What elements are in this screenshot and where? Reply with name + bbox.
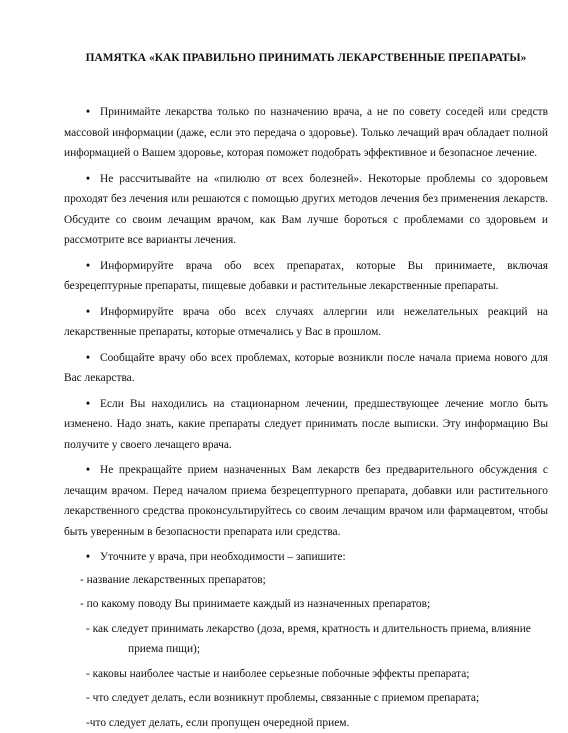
dash-item-1: - название лекарственных препаратов;	[64, 570, 548, 591]
dash-item-6: -что следует делать, если пропущен очередной прием.	[64, 713, 548, 733]
bullet-icon: •	[86, 547, 100, 568]
bullet-paragraph-4	[64, 302, 548, 343]
bullet-text-3: Информируйте врача обо всех препаратах, которые Вы принимаете, включая безрецептурные препараты, пищевые добавки и растительные лекарственные препараты.	[64, 260, 548, 293]
bullet-paragraph-1	[64, 102, 548, 164]
dash-item-3-continuation: приема пищи);	[64, 639, 548, 660]
bullet-paragraph-2	[64, 169, 548, 251]
bullet-text-6: Если Вы находились на стационарном лечении, предшествующее лечение могло быть изменено. Надо знать, какие препараты следует принимать после выписки. Эту информацию Вы получите у своего лечащего врача.	[64, 398, 548, 451]
bullet-icon: •	[86, 460, 100, 481]
bullet-icon: •	[86, 348, 100, 369]
bullet-icon: •	[86, 169, 100, 190]
dash-item-5: - что следует делать, если возникнут проблемы, связанные с приемом препарата;	[64, 688, 548, 709]
bullet-paragraph-7	[64, 460, 548, 542]
dash-item-2: - по какому поводу Вы принимаете каждый из назначенных препаратов;	[64, 594, 548, 615]
bullet-icon: •	[86, 256, 100, 277]
bullet-icon: •	[86, 102, 100, 123]
document-title: ПАМЯТКА «КАК ПРАВИЛЬНО ПРИНИМАТЬ ЛЕКАРСТВЕННЫЕ ПРЕПАРАТЫ»	[64, 52, 548, 64]
bullet-text-4: Информируйте врача обо всех случаях аллергии или нежелательных реакций на лекарственные препараты, которые отмечались у Вас в прошлом.	[64, 306, 548, 339]
bullet-paragraph-6	[64, 394, 548, 456]
bullet-text-2: Не рассчитывайте на «пилюлю от всех болезней». Некоторые проблемы со здоровьем проходят без лечения или решаются с помощью других методов лечения без применения лекарств. Обсудите со своим лечащим врачом, как Вам лучше бороться с проблемами со здоровьем и рассмотрите все варианты лечения.	[64, 173, 548, 247]
bullet-icon: •	[86, 394, 100, 415]
bullet-paragraph-5	[64, 348, 548, 389]
bullet-text-5: Сообщайте врачу обо всех проблемах, которые возникли после начала приема нового для Вас лекарства.	[64, 352, 548, 385]
bullet-paragraph-8	[64, 547, 548, 568]
bullet-text-1: Принимайте лекарства только по назначению врача, а не по совету соседей или средств массовой информации (даже, если это передача о здоровье). Только лечащий врач обладает полной информацией о Вашем здоровье, которая поможет подобрать эффективное и безопасное лечение.	[64, 106, 548, 159]
bullet-text-7: Не прекращайте прием назначенных Вам лекарств без предварительного обсуждения с лечащим врачом. Перед началом приема безрецептурного препарата, добавки или растительного лекарственного средства проконсультируйтесь со своим лечащим врачом или фармацевтом, чтобы быть уверенным в безопасности препарата или средства.	[64, 464, 548, 538]
dash-item-3: - как следует принимать лекарство (доза, время, кратность и длительность приема, влияние	[64, 619, 548, 640]
bullet-paragraph-3	[64, 256, 548, 297]
bullet-icon: •	[86, 302, 100, 323]
dash-item-4: - каковы наиболее частые и наиболее серьезные побочные эффекты препарата;	[64, 664, 548, 685]
bullet-text-8: Уточните у врача, при необходимости – запишите:	[100, 551, 346, 563]
